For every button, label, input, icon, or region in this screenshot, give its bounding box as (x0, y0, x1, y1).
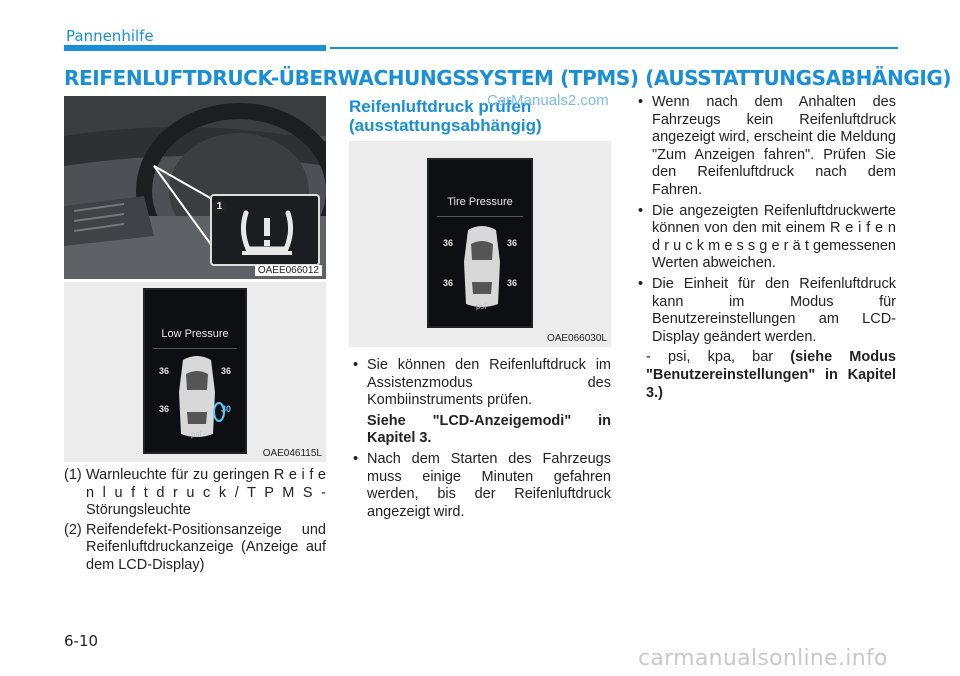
lcd-divider (153, 348, 237, 349)
tire-value-rear-left: 36 (159, 404, 170, 414)
units-list: - psi, kpa, bar (646, 349, 774, 366)
units-reference-3: " in Kapitel 3.) (646, 366, 896, 401)
units-reference-1: (siehe Modus " (646, 349, 896, 383)
figure-code-2: OAE046115L (262, 448, 322, 459)
page-number: 6-10 (64, 632, 99, 650)
low-pressure-figure (64, 282, 326, 462)
tire-value-rear-right: 36 (507, 278, 518, 288)
tire-value-front-left: 36 (443, 238, 454, 248)
mid-bullet-1-reference: Siehe "LCD-Anzeigemodi" in Kapitel 3. (367, 412, 611, 447)
subsection-heading: Reifenluftdruck prüfen (ausstattungsabhängig) (349, 97, 542, 135)
figure-code-1: OAEE066012 (255, 265, 322, 276)
tire-value-front-left: 36 (159, 366, 170, 376)
right-bullet-1: • Wenn nach dem Anhalten des Fahrzeugs kein Reifenluftdruck angezeigt wird, erscheint die Meldung "Zum Anzeigen fahren". Prüfen Sie den Reifenluftdruck nach dem Fahren. (634, 94, 896, 200)
pressure-unit: psi (191, 430, 202, 439)
tire-value-front-right: 36 (507, 238, 518, 248)
left-column-text (64, 467, 326, 575)
tpms-warning-icon (232, 203, 302, 259)
figure-code-3: OAE066030L (546, 333, 607, 344)
right-subitem-units (634, 349, 896, 402)
legend-item-1 (64, 467, 326, 520)
tire-pressure-figure (349, 141, 611, 347)
tire-value-rear-left: 36 (443, 278, 454, 288)
dashboard-photo (64, 96, 326, 279)
car-top-view-icon (452, 222, 512, 312)
legend-text-1: Warnleuchte für zu geringen R e i f e n l u f t d r u c k / T P M S - Störungsleuchte (86, 467, 326, 519)
middle-column-text (349, 357, 611, 521)
right-column-text (634, 94, 896, 402)
mid-bullet-2: • Nach dem Starten des Fahrzeugs muss einige Minuten gefahren werden, bis der Reifenluftdruck angezeigt wird. (349, 451, 611, 521)
legend-item-2 (64, 522, 326, 575)
lcd-tire-pressure (427, 158, 533, 328)
right-bullet-3: • Die Einheit für den Reifenluftdruck kann im Modus für Benutzereinstellungen am LCD-Display geändert werden. (634, 276, 896, 346)
page-title: REIFENLUFTDRUCK-ÜBERWACHUNGSSYSTEM (TPMS) (AUSSTATTUNGSABHÄNGIG) (64, 66, 952, 90)
callout-badge-1: 1 (212, 199, 227, 214)
lcd-low-pressure (143, 288, 247, 454)
header-rule-thick (64, 45, 326, 51)
lcd-title: Low Pressure (161, 328, 229, 340)
footer-watermark: carmanualsonline.info (638, 646, 888, 671)
car-top-view-icon (167, 352, 227, 442)
tire-value-rear-right: 30 (221, 404, 232, 414)
pressure-unit: psi (476, 302, 487, 311)
legend-num-1: (1) (64, 467, 82, 483)
lcd-divider (437, 216, 523, 217)
mid-bullet-1: • Sie können den Reifenluftdruck im Assistenzmodus des Kombiinstruments prüfen. (349, 357, 611, 410)
lcd-title: Tire Pressure (447, 196, 513, 208)
watermark-carmanuals: CarManuals2.com (487, 92, 609, 109)
right-bullet-2: • Die angezeigten Reifenluftdruckwerte können von den mit einem R e i f e n d r u c k m e s s g e r ä t gemessenen Werten abweichen. (634, 203, 896, 273)
legend-text-2: Reifendefekt-Positionsanzeige und Reifenluftdruckanzeige (Anzeige auf dem LCD-Display) (86, 521, 326, 573)
tire-value-front-right: 36 (221, 366, 232, 376)
section-label: Pannenhilfe (66, 27, 154, 45)
header-rule-thin (330, 47, 898, 49)
legend-num-2: (2) (64, 521, 82, 538)
units-reference-2: Benutzereinstellungen (652, 366, 809, 383)
